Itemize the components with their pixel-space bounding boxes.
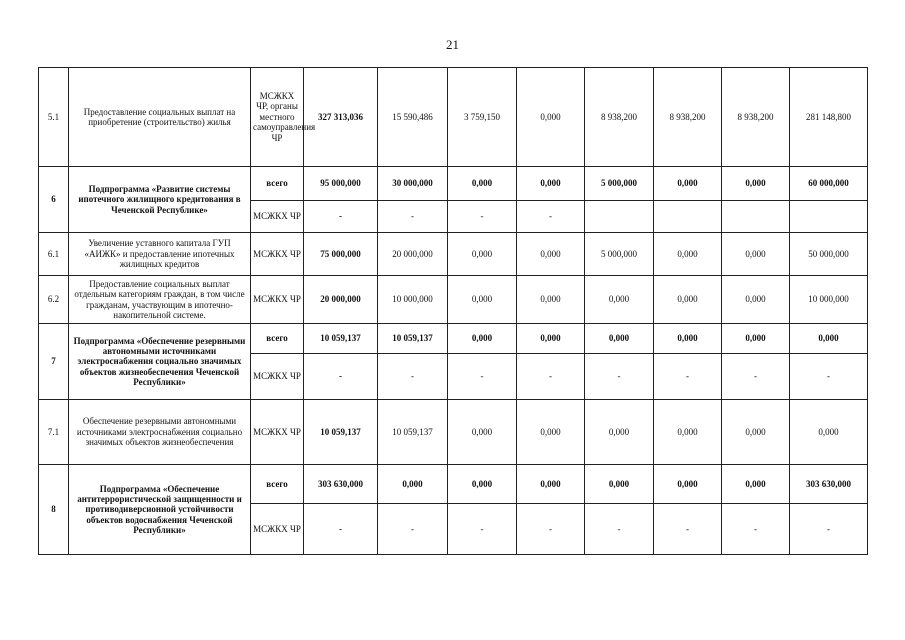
measure-name: Увеличение уставного капитала ГУП «АИЖК» и предоставление ипотечных жилищных кредитов xyxy=(69,233,251,276)
executor-cell: МСЖКХ ЧР xyxy=(251,400,304,465)
value-cell: 30 000,000 xyxy=(378,167,448,201)
value-cell: 5 000,000 xyxy=(585,233,654,276)
value-cell: 50 000,000 xyxy=(790,233,868,276)
value-cell: 3 759,150 xyxy=(448,68,517,167)
value-cell xyxy=(722,201,790,233)
value-cell: 0,000 xyxy=(654,233,722,276)
value-cell: 20 000,000 xyxy=(378,233,448,276)
value-cell: - xyxy=(304,201,378,233)
executor-cell: МСЖКХ ЧР xyxy=(251,504,304,555)
value-cell: - xyxy=(517,201,585,233)
value-cell: 10 059,137 xyxy=(378,400,448,465)
value-cell xyxy=(585,201,654,233)
table-row xyxy=(39,276,868,324)
executor-cell: всего xyxy=(251,324,304,354)
value-cell: 10 059,137 xyxy=(378,324,448,354)
row-number: 5.1 xyxy=(39,68,69,167)
table-row xyxy=(39,167,868,201)
value-cell: 0,000 xyxy=(448,233,517,276)
value-cell: 0,000 xyxy=(378,465,448,504)
value-cell: 0,000 xyxy=(654,167,722,201)
row-number: 6 xyxy=(39,167,69,233)
subprogram-name: Подпрограмма «Обеспечение антитеррористической защищенности и противодиверсионной устойчивости объектов водоснабжения Чеченской Республики» xyxy=(69,465,251,555)
value-cell: 0,000 xyxy=(654,324,722,354)
value-cell: 15 590,486 xyxy=(378,68,448,167)
value-cell: - xyxy=(448,354,517,400)
executor-cell: МСЖКХ ЧР xyxy=(251,233,304,276)
row-number: 7 xyxy=(39,324,69,400)
row-number: 7.1 xyxy=(39,400,69,465)
value-cell: - xyxy=(304,504,378,555)
value-cell: - xyxy=(517,504,585,555)
value-cell: 10 059,137 xyxy=(304,324,378,354)
value-cell: 8 938,200 xyxy=(585,68,654,167)
value-cell: 0,000 xyxy=(585,465,654,504)
value-cell: - xyxy=(378,504,448,555)
value-cell: 0,000 xyxy=(790,324,868,354)
value-cell: 0,000 xyxy=(722,276,790,324)
value-cell: - xyxy=(722,504,790,555)
executor-cell: всего xyxy=(251,465,304,504)
value-cell: - xyxy=(790,354,868,400)
value-cell: 0,000 xyxy=(517,465,585,504)
subprogram-name: Подпрограмма «Развитие системы ипотечного жилищного кредитования в Чеченской Республике» xyxy=(69,167,251,233)
value-cell: - xyxy=(722,354,790,400)
value-cell: 0,000 xyxy=(448,324,517,354)
table-row xyxy=(39,400,868,465)
value-cell: 0,000 xyxy=(448,276,517,324)
value-cell: 0,000 xyxy=(448,465,517,504)
total-value: 75 000,000 xyxy=(304,233,378,276)
value-cell: 0,000 xyxy=(448,167,517,201)
value-cell xyxy=(654,201,722,233)
value-cell: 0,000 xyxy=(790,400,868,465)
total-value: 10 059,137 xyxy=(304,400,378,465)
table-row xyxy=(39,68,868,167)
value-cell: - xyxy=(790,504,868,555)
value-cell: - xyxy=(654,504,722,555)
value-cell: 0,000 xyxy=(585,400,654,465)
value-cell: 10 000,000 xyxy=(790,276,868,324)
total-value: 20 000,000 xyxy=(304,276,378,324)
value-cell: 0,000 xyxy=(654,400,722,465)
value-cell: 0,000 xyxy=(448,400,517,465)
value-cell: 0,000 xyxy=(722,465,790,504)
executor-cell: МСЖКХ ЧР, органы местного самоуправления ЧР xyxy=(251,68,304,167)
value-cell: 303 630,000 xyxy=(790,465,868,504)
value-cell: 10 000,000 xyxy=(378,276,448,324)
value-cell: - xyxy=(378,201,448,233)
measure-name: Предоставление социальных выплат отдельным категориям граждан, в том числе гражданам, участвующим в ипотечно-накопительной системе. xyxy=(69,276,251,324)
value-cell: - xyxy=(585,504,654,555)
value-cell: 0,000 xyxy=(654,276,722,324)
row-number: 6.1 xyxy=(39,233,69,276)
value-cell: 0,000 xyxy=(517,167,585,201)
value-cell: 95 000,000 xyxy=(304,167,378,201)
subprogram-name: Подпрограмма «Обеспечение резервными автономными источниками электроснабжения социально значимых объектов жизнеобеспечения Чеченской Республики» xyxy=(69,324,251,400)
value-cell: 60 000,000 xyxy=(790,167,868,201)
total-value: 327 313,036 xyxy=(304,68,378,167)
budget-table xyxy=(38,67,868,555)
value-cell: 0,000 xyxy=(654,465,722,504)
value-cell: 0,000 xyxy=(722,167,790,201)
page-number: 21 xyxy=(446,37,459,52)
value-cell: 8 938,200 xyxy=(654,68,722,167)
table-row xyxy=(39,465,868,504)
value-cell: 0,000 xyxy=(722,233,790,276)
executor-cell: МСЖКХ ЧР xyxy=(251,276,304,324)
executor-cell: МСЖКХ ЧР xyxy=(251,354,304,400)
value-cell: 0,000 xyxy=(722,400,790,465)
value-cell: 281 148,800 xyxy=(790,68,868,167)
value-cell: 0,000 xyxy=(585,276,654,324)
value-cell: 0,000 xyxy=(517,68,585,167)
value-cell: 0,000 xyxy=(517,400,585,465)
value-cell: - xyxy=(654,354,722,400)
row-number: 8 xyxy=(39,465,69,555)
value-cell: - xyxy=(304,354,378,400)
value-cell: 0,000 xyxy=(722,324,790,354)
value-cell: - xyxy=(378,354,448,400)
table-row xyxy=(39,324,868,354)
executor-cell: МСЖКХ ЧР xyxy=(251,201,304,233)
measure-name: Обеспечение резервными автономными источниками электроснабжения социально значимых объектов жизнеобеспечения xyxy=(69,400,251,465)
value-cell: 0,000 xyxy=(585,324,654,354)
row-number: 6.2 xyxy=(39,276,69,324)
table-row xyxy=(39,233,868,276)
value-cell: - xyxy=(448,201,517,233)
value-cell: - xyxy=(517,354,585,400)
value-cell: - xyxy=(448,504,517,555)
measure-name: Предоставление социальных выплат на приобретение (строительство) жилья xyxy=(69,68,251,167)
value-cell: 8 938,200 xyxy=(722,68,790,167)
value-cell: 0,000 xyxy=(517,276,585,324)
value-cell: 5 000,000 xyxy=(585,167,654,201)
value-cell: - xyxy=(585,354,654,400)
value-cell xyxy=(790,201,868,233)
value-cell: 303 630,000 xyxy=(304,465,378,504)
value-cell: 0,000 xyxy=(517,324,585,354)
value-cell: 0,000 xyxy=(517,233,585,276)
executor-cell: всего xyxy=(251,167,304,201)
